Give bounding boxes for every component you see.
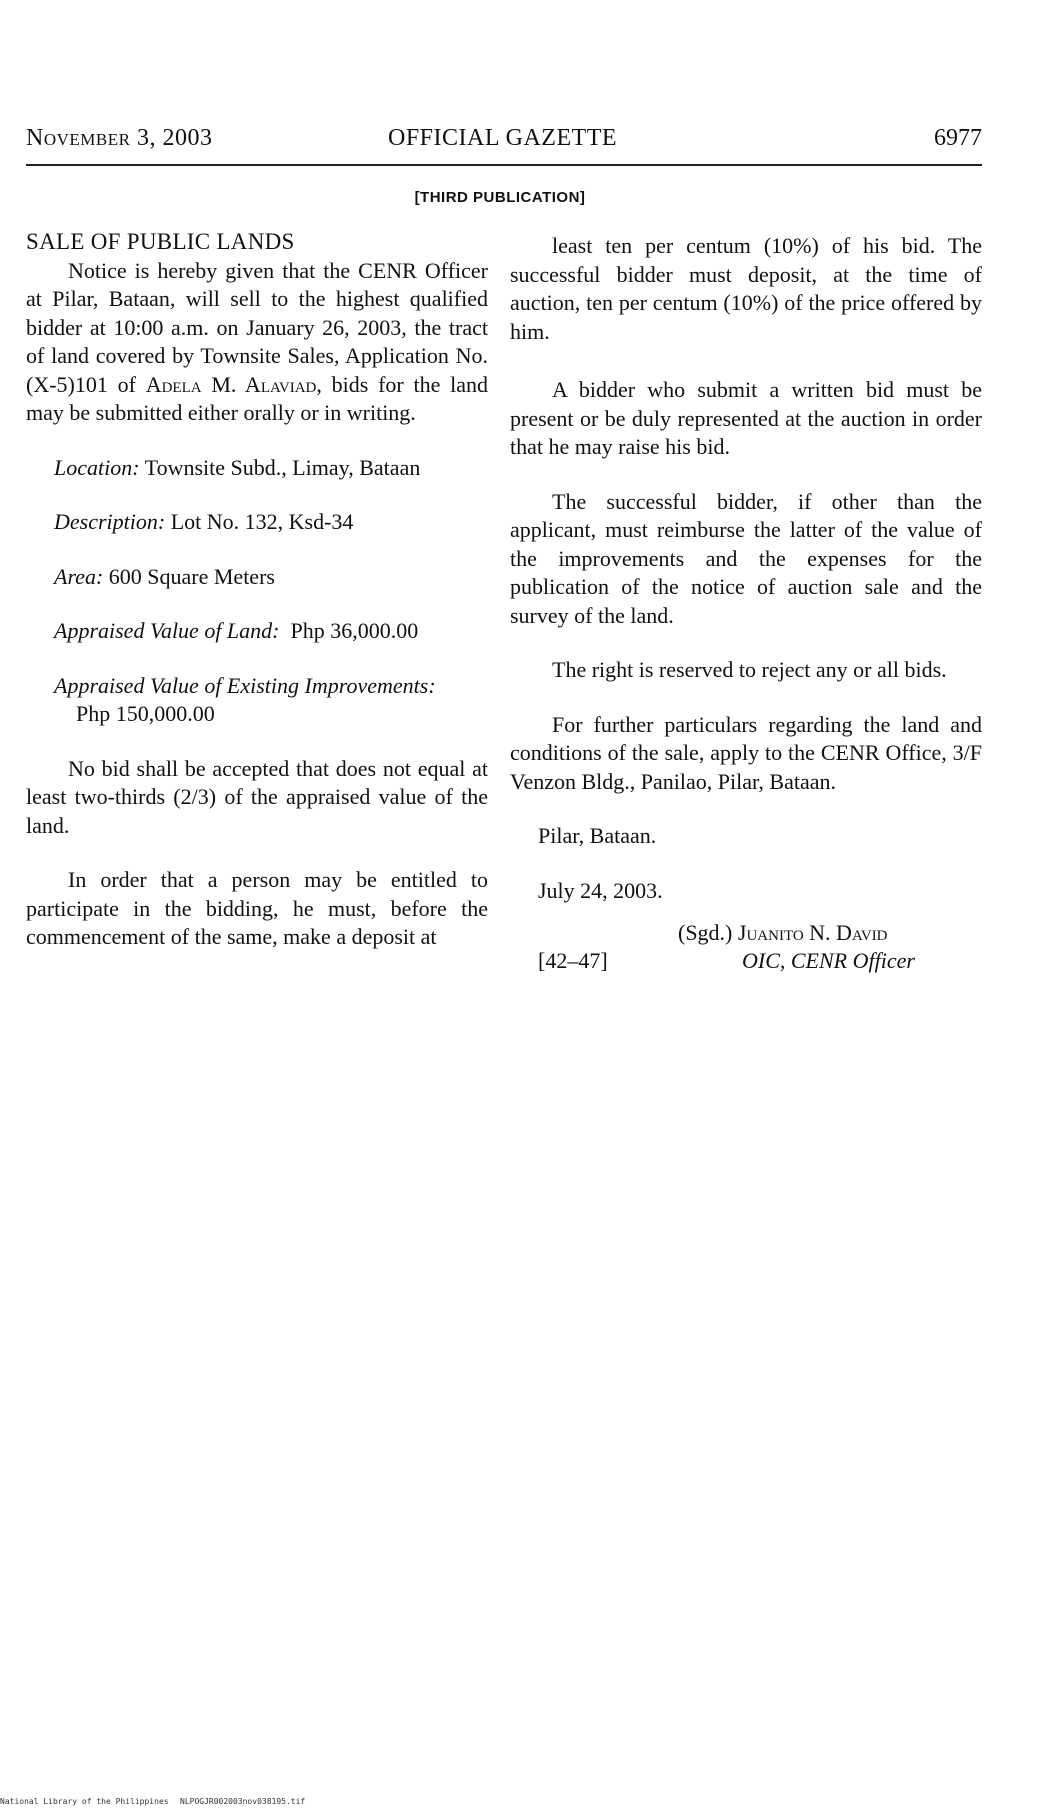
improvements-label: Appraised Value of Existing Improvements: bbox=[54, 672, 436, 698]
deposit-paragraph: In order that a person may be entitled to participate in the bidding, he must, before the commencement of the same, make a deposit at bbox=[26, 867, 488, 949]
page-header bbox=[26, 125, 982, 159]
land-value-amount: Php 36,000.00 bbox=[290, 618, 419, 643]
location-field bbox=[26, 454, 488, 483]
header-rule bbox=[26, 164, 982, 166]
signatory-name: Juanito N. David bbox=[737, 920, 888, 945]
applicant-name: Adela M. Alaviad bbox=[145, 371, 317, 397]
place-line: Pilar, Bataan. bbox=[538, 823, 657, 848]
intro-text-2: , bids for the land may be submitted either orally or in writing. bbox=[26, 371, 488, 425]
intro-paragraph bbox=[26, 257, 488, 428]
written-bid-paragraph: A bidder who submit a written bid must be present or be duly represented at the auction in order that he may raise his bid. bbox=[510, 377, 982, 459]
area-label: Area: bbox=[54, 563, 104, 589]
area-field bbox=[26, 563, 488, 592]
signature-block bbox=[510, 919, 982, 981]
publication-tag: [THIRD PUBLICATION] bbox=[414, 189, 586, 206]
right-column bbox=[510, 232, 982, 981]
description-field bbox=[26, 508, 488, 537]
signatory-title: OIC, CENR Officer bbox=[742, 948, 915, 973]
improvements-amount: Php 150,000.00 bbox=[76, 701, 215, 726]
description-value: Lot No. 132, Ksd-34 bbox=[170, 509, 354, 534]
location-value: Townsite Subd., Limay, Bataan bbox=[144, 454, 421, 480]
library-credit: National Library of the Philippines bbox=[0, 1797, 169, 1806]
scan-footer bbox=[0, 1797, 306, 1806]
improvements-field bbox=[26, 672, 488, 701]
land-value-label: Appraised Value of Land: bbox=[54, 618, 280, 643]
header-date: November 3, 2003 bbox=[26, 125, 213, 151]
particulars-paragraph: For further particulars regarding the land and conditions of the sale, apply to the CENR Office, 3/F Venzon Bldg., Panilao, Pilar, Bataan. bbox=[510, 711, 982, 794]
land-value-field bbox=[26, 617, 488, 646]
scan-file-id: NLPOGJR002003nov038195.tif bbox=[180, 1797, 306, 1806]
date-line: July 24, 2003. bbox=[538, 877, 663, 903]
deposit-continued-paragraph: least ten per centum (10%) of his bid. The successful bidder must deposit, at the time of auction, ten per centum (10%) of the price offered by him. bbox=[510, 233, 982, 344]
left-column bbox=[26, 228, 488, 952]
location-label: Location: bbox=[54, 454, 140, 480]
signatory bbox=[678, 919, 888, 948]
page-number: 6977 bbox=[934, 125, 982, 151]
publication-title: OFFICIAL GAZETTE bbox=[388, 125, 618, 151]
issue-reference: [42–47] bbox=[538, 948, 608, 973]
reservation-paragraph: The right is reserved to reject any or all bids. bbox=[552, 657, 947, 682]
intro-text-1: Notice is hereby given that the CENR Officer at Pilar, Bataan, will sell to the highest qualified bidder at 10:00 a.m. on January 26, 2003, the tract of land covered by Townsite Sales, Application No. (X-5)101 of bbox=[26, 257, 488, 397]
description-label: Description: bbox=[54, 509, 166, 534]
minimum-bid-paragraph: No bid shall be accepted that does not equal at least two-thirds (2/3) of the appraised value of the land. bbox=[26, 755, 488, 838]
sgd-prefix: (Sgd.) bbox=[678, 920, 738, 945]
reimbursement-paragraph: The successful bidder, if other than the applicant, must reimburse the latter of the value of the improvements and the expenses for the publication of the notice of auction sale and the survey of the land. bbox=[510, 488, 982, 628]
notice-heading: SALE OF PUBLIC LANDS bbox=[26, 229, 295, 254]
area-value: 600 Square Meters bbox=[108, 563, 275, 589]
